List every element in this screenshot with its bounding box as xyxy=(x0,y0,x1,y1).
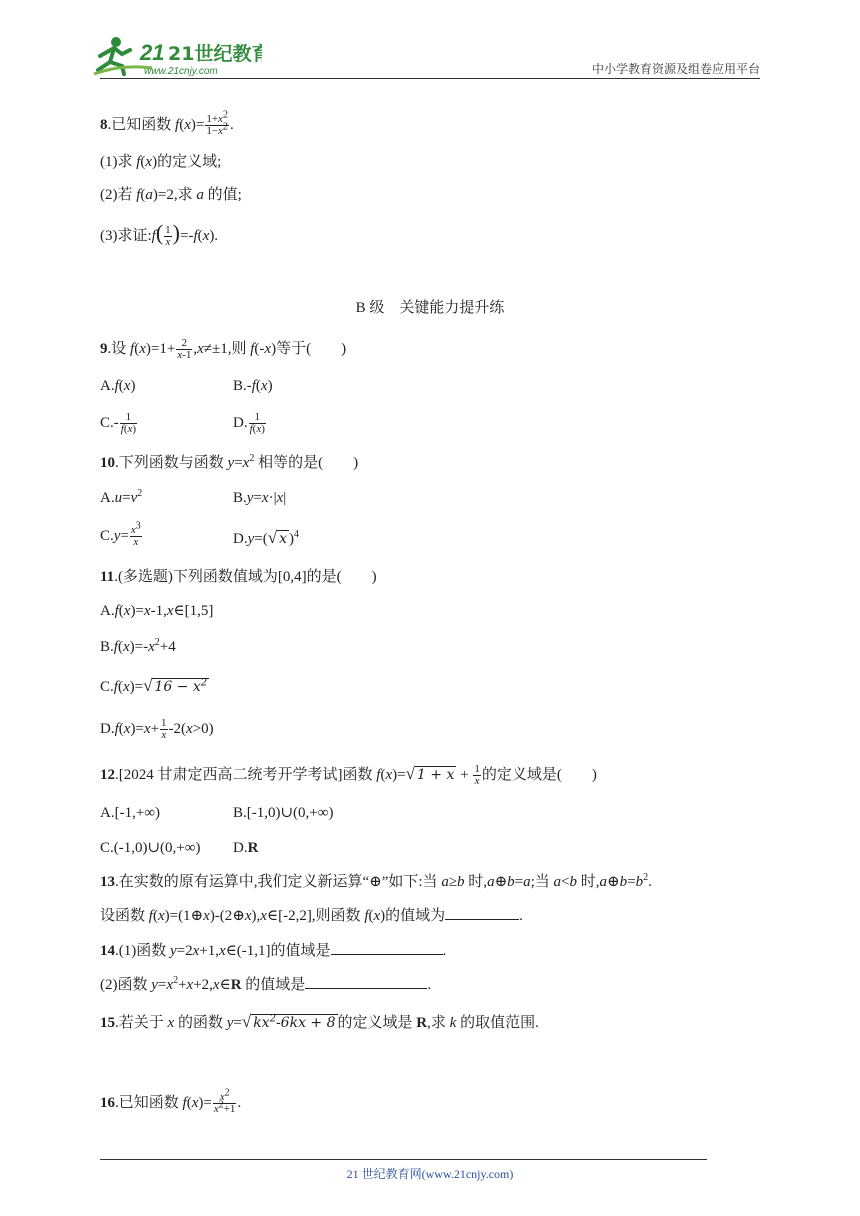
q10-stem: 10.下列函数与函数 $y=x^2$ 相等的是( ) xyxy=(100,453,359,471)
q9-stem: 9.设 f(x)=1+ $\frac{2}{x-1}$ ,x≠±1,则 f(-x)等于( ) xyxy=(100,337,347,361)
q9-option-d[interactable]: D. $\frac{1}{f(x)}$ xyxy=(233,411,265,435)
footer-text: 21 世纪教育网(www.21cnjy.com) xyxy=(346,1167,514,1181)
q16-stem: 16.已知函数 f(x)= $\frac{x^2}{x^2+1}$ . xyxy=(100,1087,242,1115)
q13-line2: 设函数 f(x)=(1⊕x)-(2⊕x),x∈[-2,2],则函数 f(x)的值域为 . xyxy=(100,905,523,926)
logo-url: www.21cnjy.com xyxy=(144,66,218,77)
q12-option-d[interactable]: D.R xyxy=(233,840,259,856)
q11-option-d[interactable]: D.f(x)=x+ $\frac{1}{x}$ -2(x>0) xyxy=(100,717,214,741)
header-right-text: 中小学教育资源及组卷应用平台 xyxy=(591,62,760,76)
q14-part2: (2)函数 $y=x^2+x+2,x\in R$ 的值域是 . xyxy=(100,975,432,993)
q11-option-b[interactable]: $B.f(x)=-x^2+4$ xyxy=(100,637,176,655)
q14-answer-blank-1[interactable] xyxy=(331,940,443,955)
runner-logo-icon xyxy=(92,34,262,80)
q11-option-c[interactable]: C.f(x)=√ $16 - x^2$ xyxy=(100,676,208,695)
q8-part1: (1)求 f(x)的定义域; xyxy=(100,154,222,170)
q11-stem: 11.(多选题)下列函数值域为[0,4]的是( ) xyxy=(100,569,377,585)
header-divider xyxy=(100,78,760,79)
q9-option-b[interactable]: B.-f(x) xyxy=(233,378,273,394)
q12-option-a[interactable]: A.[-1,+∞) xyxy=(100,805,160,821)
section-title: B 级 关键能力提升练 xyxy=(355,300,505,316)
q14-part1: 14.(1)函数 y=2x+1,x∈(-1,1]的值域是 . xyxy=(100,940,446,961)
q14-answer-blank-2[interactable] xyxy=(305,974,427,989)
q9-option-c[interactable]: C.- $\frac{1}{f(x)}$ xyxy=(100,411,137,435)
logo-text: 21世纪教育 xyxy=(168,43,262,65)
q8-stem: 8.已知函数 f(x)= $\frac{1+x^2}{1-x^2}$ . xyxy=(100,109,234,137)
q10-option-d[interactable]: D.y=(√ x )$^4$ xyxy=(233,528,299,547)
q10-option-c[interactable]: C.y= $\frac{x^3}{x}$ xyxy=(100,520,141,548)
q13-answer-blank[interactable] xyxy=(445,905,519,920)
q12-option-b[interactable]: B.[-1,0)∪(0,+∞) xyxy=(233,805,334,821)
header-logo xyxy=(92,34,262,80)
q12-stem: 12.[2024 甘肃定西高二统考开学考试]函数 f(x)=√ 1 + x + $\frac{1}{x}$ 的定义域是( ) xyxy=(100,763,597,788)
q9-option-a[interactable]: A.f(x) xyxy=(100,378,136,394)
q8-part2: (2)若 f(a)=2,求 a 的值; xyxy=(100,187,242,203)
q13-line1: 13.在实数的原有运算中,我们定义新运算“⊕”如下:当 a≥b 时,a⊕b=a;当 a<b 时$,a\oplus b=b^2$. xyxy=(100,872,652,890)
q10-option-a[interactable]: $A.u=v^2$ xyxy=(100,488,143,506)
footer-divider xyxy=(100,1159,707,1160)
q10-option-b[interactable]: B.y=x·|x| xyxy=(233,490,287,506)
q12-option-c[interactable]: C.(-1,0)∪(0,+∞) xyxy=(100,840,201,856)
q15-stem: 15.若关于 x 的函数 y=√ $kx^2-6kx + 8$ 的定义域是 R,求 k 的取值范围. xyxy=(100,1012,539,1031)
svg-text:21: 21 xyxy=(140,40,165,65)
q11-option-a[interactable]: A.f(x)=x-1,x∈[1,5] xyxy=(100,603,214,619)
q8-part3: (3)求证:f( $\frac{1}{x}$ )=-f(x). xyxy=(100,220,219,249)
